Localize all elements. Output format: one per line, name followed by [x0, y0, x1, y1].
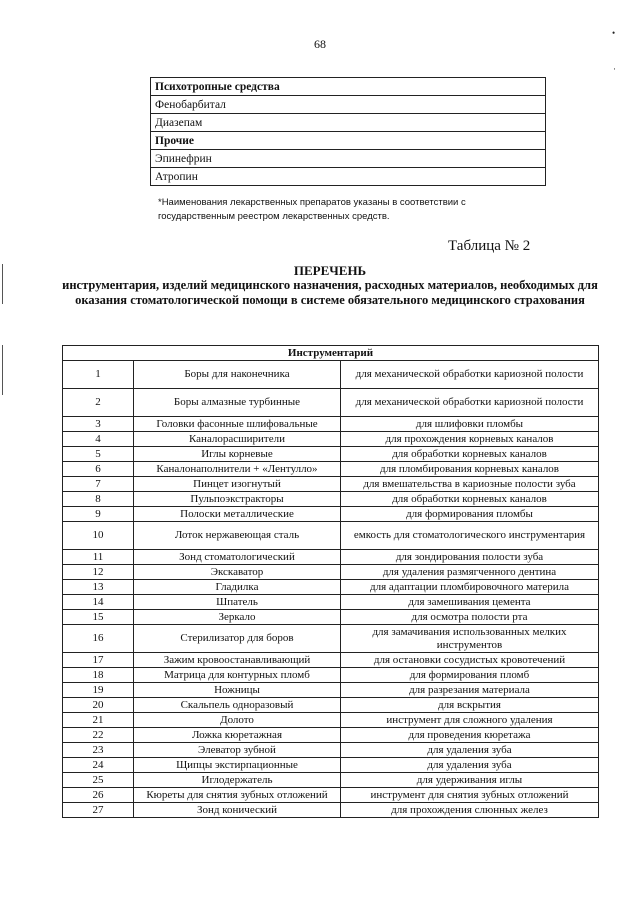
- instrument-name: Долото: [134, 713, 341, 728]
- instrument-purpose: для удерживания иглы: [341, 773, 599, 788]
- row-number: 11: [63, 550, 134, 565]
- instrument-name: Элеватор зубной: [134, 743, 341, 758]
- section-header: Инструментарий: [63, 346, 599, 361]
- instrument-name: Зонд конический: [134, 803, 341, 818]
- title-subheading: инструментария, изделий медицинского назначения, расходных материалов, необходимых для оказания стоматологической помощи в системе обязательного медицинского страхования: [62, 278, 598, 307]
- instrument-name: Боры алмазные турбинные: [134, 389, 341, 417]
- drug-name: Диазепам: [151, 114, 546, 132]
- scan-edge-mark: [2, 264, 3, 304]
- instrument-name: Полоски металлические: [134, 507, 341, 522]
- instrument-purpose: для механической обработки кариозной полости: [341, 361, 599, 389]
- instrument-name: Кюреты для снятия зубных отложений: [134, 788, 341, 803]
- table-row: [63, 803, 599, 818]
- drugs-row: [151, 168, 546, 186]
- table-row: [63, 432, 599, 447]
- table-row: [63, 758, 599, 773]
- instrument-name: Экскаватор: [134, 565, 341, 580]
- drugs-row: [151, 150, 546, 168]
- row-number: 26: [63, 788, 134, 803]
- table-row: [63, 683, 599, 698]
- instrument-purpose: для формирования пломб: [341, 668, 599, 683]
- instrument-purpose: для формирования пломбы: [341, 507, 599, 522]
- table-row: [63, 550, 599, 565]
- instrument-purpose: емкость для стоматологического инструментария: [341, 522, 599, 550]
- table-row: [63, 788, 599, 803]
- drug-group-heading: Психотропные средства: [151, 78, 546, 96]
- table-row: [63, 595, 599, 610]
- row-number: 27: [63, 803, 134, 818]
- row-number: 15: [63, 610, 134, 625]
- table-row: [63, 728, 599, 743]
- row-number: 2: [63, 389, 134, 417]
- row-number: 17: [63, 653, 134, 668]
- instrument-name: Каналорасширители: [134, 432, 341, 447]
- table-label: Таблица № 2: [448, 238, 531, 254]
- row-number: 1: [63, 361, 134, 389]
- row-number: 13: [63, 580, 134, 595]
- instrument-name: Щипцы экстирпационные: [134, 758, 341, 773]
- instrument-purpose: для адаптации пломбировочного материла: [341, 580, 599, 595]
- row-number: 3: [63, 417, 134, 432]
- instrument-purpose: для пломбирования корневых каналов: [341, 462, 599, 477]
- scan-speck: •: [612, 28, 616, 38]
- table-row: [63, 462, 599, 477]
- instrument-purpose: для механической обработки кариозной полости: [341, 389, 599, 417]
- instrument-purpose: для вмешательства в кариозные полости зуба: [341, 477, 599, 492]
- instrument-purpose: для удаления зуба: [341, 758, 599, 773]
- instrument-name: Ложка кюретажная: [134, 728, 341, 743]
- instrument-name: Стерилизатор для боров: [134, 625, 341, 653]
- row-number: 23: [63, 743, 134, 758]
- instrument-purpose: для обработки корневых каналов: [341, 492, 599, 507]
- instrument-purpose: для обработки корневых каналов: [341, 447, 599, 462]
- instrument-name: Шпатель: [134, 595, 341, 610]
- instrument-purpose: для удаления размягченного дентина: [341, 565, 599, 580]
- table-row: [63, 580, 599, 595]
- table-row: [63, 668, 599, 683]
- instrument-name: Пинцет изогнутый: [134, 477, 341, 492]
- instrument-purpose: для остановки сосудистых кровотечений: [341, 653, 599, 668]
- row-number: 22: [63, 728, 134, 743]
- instrument-name: Каналонаполнители + «Лентулло»: [134, 462, 341, 477]
- table-row: [63, 447, 599, 462]
- title-heading: ПЕРЕЧЕНЬ: [293, 263, 367, 278]
- table-row: [63, 625, 599, 653]
- table-row: [63, 713, 599, 728]
- row-number: 16: [63, 625, 134, 653]
- row-number: 21: [63, 713, 134, 728]
- instrument-purpose: для шлифовки пломбы: [341, 417, 599, 432]
- instrument-name: Матрица для контурных пломб: [134, 668, 341, 683]
- instrument-purpose: для прохождения корневых каналов: [341, 432, 599, 447]
- instrument-purpose: для удаления зуба: [341, 743, 599, 758]
- instrument-purpose: для замачивания использованных мелких инструментов: [341, 625, 599, 653]
- instrument-name: Зонд стоматологический: [134, 550, 341, 565]
- row-number: 25: [63, 773, 134, 788]
- instrument-name: Пульпоэкстракторы: [134, 492, 341, 507]
- instrument-purpose: для разрезания материала: [341, 683, 599, 698]
- drugs-row: [151, 78, 546, 96]
- drug-group-heading: Прочие: [151, 132, 546, 150]
- list-title: [60, 263, 600, 308]
- row-number: 20: [63, 698, 134, 713]
- table-row: [63, 743, 599, 758]
- row-number: 24: [63, 758, 134, 773]
- drugs-row: [151, 132, 546, 150]
- row-number: 7: [63, 477, 134, 492]
- table-row: [63, 361, 599, 389]
- instrument-name: Скальпель одноразовый: [134, 698, 341, 713]
- instrument-purpose: для вскрытия: [341, 698, 599, 713]
- row-number: 8: [63, 492, 134, 507]
- row-number: 5: [63, 447, 134, 462]
- instrument-name: Зеркало: [134, 610, 341, 625]
- instrument-name: Ножницы: [134, 683, 341, 698]
- row-number: 19: [63, 683, 134, 698]
- table-row: [63, 653, 599, 668]
- table-row: [63, 698, 599, 713]
- instrument-purpose: для прохождения слюнных желез: [341, 803, 599, 818]
- instrument-name: Боры для наконечника: [134, 361, 341, 389]
- scan-speck: ·: [613, 64, 616, 74]
- row-number: 10: [63, 522, 134, 550]
- row-number: 14: [63, 595, 134, 610]
- drug-name: Эпинефрин: [151, 150, 546, 168]
- instrument-purpose: для замешивания цемента: [341, 595, 599, 610]
- instrument-name: Иглы корневые: [134, 447, 341, 462]
- table-row: [63, 773, 599, 788]
- instrument-purpose: инструмент для сложного удаления: [341, 713, 599, 728]
- table-row: [63, 565, 599, 580]
- row-number: 9: [63, 507, 134, 522]
- row-number: 12: [63, 565, 134, 580]
- table-row: [63, 477, 599, 492]
- instrument-name: Лоток нержавеющая сталь: [134, 522, 341, 550]
- table-row: [63, 492, 599, 507]
- footnote: *Наименования лекарственных препаратов указаны в соответствии с государственным реестром лекарственных средств.: [158, 197, 466, 222]
- row-number: 18: [63, 668, 134, 683]
- drugs-row: [151, 114, 546, 132]
- drugs-table: [150, 77, 546, 186]
- drugs-row: [151, 96, 546, 114]
- drug-name: Фенобарбитал: [151, 96, 546, 114]
- instrument-name: Зажим кровоостанавливающий: [134, 653, 341, 668]
- row-number: 6: [63, 462, 134, 477]
- instrument-purpose: для проведения кюретажа: [341, 728, 599, 743]
- drug-name: Атропин: [151, 168, 546, 186]
- table-row: [63, 610, 599, 625]
- instrument-name: Головки фасонные шлифовальные: [134, 417, 341, 432]
- table-row: [63, 417, 599, 432]
- instruments-table: [62, 345, 599, 818]
- instrument-purpose: для зондирования полости зуба: [341, 550, 599, 565]
- instrument-name: Гладилка: [134, 580, 341, 595]
- page-number: 68: [314, 37, 326, 51]
- instrument-name: Иглодержатель: [134, 773, 341, 788]
- scan-edge-mark: [2, 345, 3, 395]
- instrument-purpose: для осмотра полости рта: [341, 610, 599, 625]
- row-number: 4: [63, 432, 134, 447]
- instrument-purpose: инструмент для снятия зубных отложений: [341, 788, 599, 803]
- table-row: [63, 522, 599, 550]
- table-row: [63, 389, 599, 417]
- table-row: [63, 507, 599, 522]
